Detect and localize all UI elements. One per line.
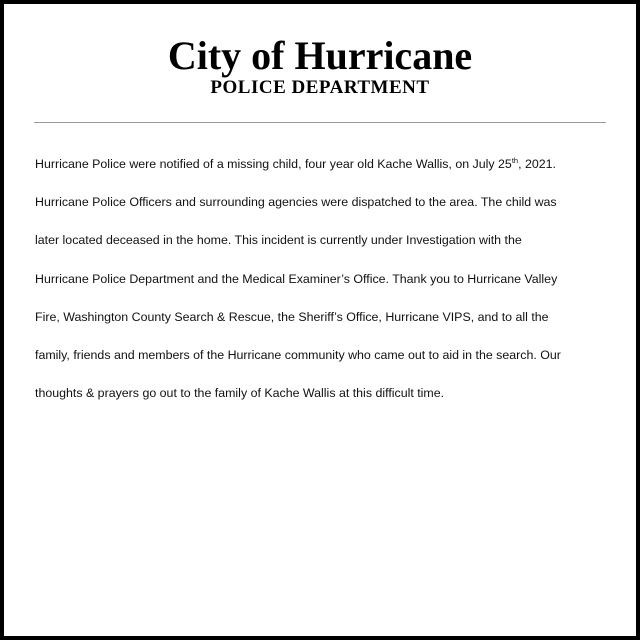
statement-line-3: later located deceased in the home. This incident is currently under Investigation with the (35, 233, 522, 248)
statement-line-1-end: , 2021. (518, 157, 556, 171)
statement-line-1 (35, 145, 615, 183)
city-title: City of Hurricane (167, 33, 473, 78)
statement-body (35, 145, 615, 412)
ordinal-suffix: th (511, 156, 519, 165)
statement-line-1-text: Hurricane Police were notified of a missing child, four year old Kache Wallis, on July 25 (35, 157, 512, 171)
statement-line-2: Hurricane Police Officers and surrounding agencies were dispatched to the area. The child was (35, 195, 557, 210)
department-title: POLICE DEPARTMENT (210, 77, 430, 98)
letterhead (4, 34, 636, 99)
statement-line-4: Hurricane Police Department and the Medical Examiner’s Office. Thank you to Hurricane Valley (35, 271, 558, 286)
header-divider (34, 122, 606, 123)
statement-line-7: thoughts & prayers go out to the family of Kache Wallis at this difficult time. (35, 386, 445, 401)
statement-line-5: Fire, Washington County Search & Rescue, the Sheriff’s Office, Hurricane VIPS, and to all the (35, 309, 549, 324)
document-page (4, 4, 636, 636)
statement-line-6: family, friends and members of the Hurricane community who came out to aid in the search. Our (35, 347, 561, 362)
